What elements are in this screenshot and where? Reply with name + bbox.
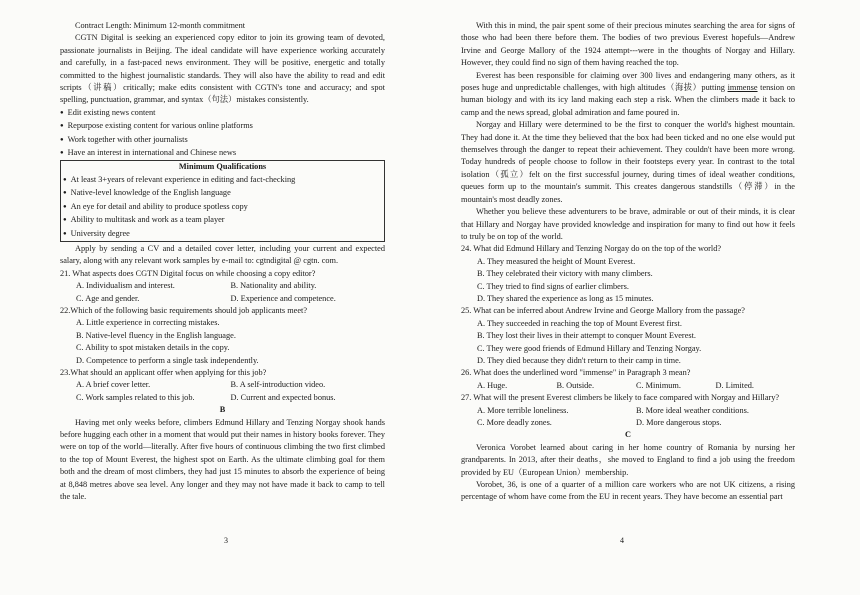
option: D. Experience and competence. [230, 293, 336, 303]
option: A. Huge. [477, 380, 508, 390]
section-b-heading: B [219, 405, 226, 415]
underlined-word: immense [727, 83, 758, 93]
option: D. Current and expected bonus. [230, 392, 336, 402]
passage-b-paragraph: Whether you believe these adventurers to be brave, admirable or out of their minds, it is clear that Hillary and Norgay have provided knowledge and inspiration for many to find out how it feels to truly be on top of the world. [461, 207, 795, 241]
option: C. Age and gender. [76, 293, 140, 303]
option: A. Individualism and interest. [76, 281, 175, 291]
contract-length: Contract Length: Minimum 12-month commitment [75, 21, 246, 30]
page-number: 3 [224, 536, 228, 545]
option: C. Work samples related to this job. [76, 392, 195, 402]
duty-item: ● Have an interest in international and Chinese news [60, 147, 385, 160]
question-25: 25. What can be inferred about Andrew Irvine and George Mallory from the passage? [461, 306, 745, 316]
right-column [461, 20, 795, 504]
qualification-item: ● Native-level knowledge of the English language [63, 187, 382, 200]
option: B. Outside. [556, 380, 595, 390]
option: B. Native-level fluency in the English language. [76, 330, 236, 340]
option: C. Minimum. [636, 380, 681, 390]
option: D. Competence to perform a single task independently. [76, 355, 259, 365]
apply-instructions: Apply by sending a CV and a detailed cover letter, including your current and expected salary, along with any relevant work samples by e-mail to: cgtndigital @ cgtn. com. [60, 243, 385, 266]
option: C. Ability to spot mistaken details in the copy. [76, 343, 230, 353]
qualification-item: ● An eye for detail and ability to produce spotless copy [63, 201, 382, 214]
option: B. A self-introduction video. [230, 380, 326, 390]
qualification-item: ● University degree [63, 228, 382, 241]
option: C. They were good friends of Edmund Hillary and Tenzing Norgay. [477, 343, 702, 353]
option: C. More deadly zones. [477, 418, 552, 427]
question-24: 24. What did Edmund Hillary and Tenzing Norgay do on the top of the world? [461, 244, 722, 254]
passage-c-paragraph: Veronica Vorobet learned about caring in her home country of Romania by nursing her grandparents. In 2013, after their deaths，she moved to England to find a job using the freedom provided by EU（European Union）membership. [461, 442, 795, 477]
page-number: 4 [620, 536, 624, 545]
job-intro: CGTN Digital is seeking an experienced copy editor to join its growing team of devoted, passionate journalists in Beijing. The ideal candidate will have experience working accurately and carefully, in a fast-paced news environment. They will be positive, energetic and totally committed to the highest journalistic standards. They will also have the ability to read and edit scripts（讲稿）critically; make edits consistent with CGTN's tone and accuracy; and spot spelling, punctuation, grammar, and syntax（句法）mistakes consistently. [60, 33, 385, 105]
option: A. A brief cover letter. [76, 380, 151, 390]
page-right [430, 0, 860, 595]
passage-b-paragraph: Norgay and Hillary were determined to be the first to conquer the world's highest mountain. They had done it. At the time they believed that the box had been ticked and no one else would put themselves through the danger to repeat their achievement. They couldn't have been more wrong. Today hundreds of people choose to follow in their footsteps every year. In contrast to the total isolation（孤立）felt on the first successful journey, during times of ideal weather conditions, queues form up to the mountain's summit. This creates dangerous standstills（停滞）in the mountain's most deadly zones. [461, 120, 795, 204]
passage-c-paragraph: Vorobet, 36, is one of a quarter of a million care workers who are not UK citizens, a rising percentage of whom have come from the EU in recent years. They have become an essential part [461, 480, 795, 502]
option: D. More dangerous stops. [636, 418, 722, 427]
duty-item: ● Repurpose existing content for various online platforms [60, 120, 385, 133]
option: A. They succeeded in reaching the top of Mount Everest first. [477, 318, 682, 328]
question-21: 21. What aspects does CGTN Digital focus on while choosing a copy editor? [60, 268, 316, 278]
qualifications-title: Minimum Qualifications [178, 162, 267, 172]
question-21-options [60, 280, 385, 305]
option: D. They shared the experience as long as 15 minutes. [477, 293, 654, 303]
left-column [60, 20, 385, 503]
section-c-heading: C [625, 430, 631, 440]
text-run: Everest has been responsible for claiming over 300 lives and endangering many others, as it poses huge and unpredictable challenges, with high altitudes（海拔）putting [461, 70, 795, 93]
qualifications-box [60, 160, 385, 241]
option: B. More ideal weather conditions. [636, 405, 749, 415]
option: A. They measured the height of Mount Everest. [477, 256, 636, 266]
qualification-item: ● Ability to multitask and work as a team player [63, 214, 382, 227]
duty-item: ● Work together with other journalists [60, 134, 385, 147]
option: A. More terrible loneliness. [477, 405, 569, 415]
text-run: tension on human biology and with its icy land making each step a risk. When the climbers made it back to camp and the news spread, global admiration and fame poured in. [461, 83, 796, 117]
question-23: 23.What should an applicant offer when applying for this job? [60, 367, 267, 377]
passage-b-paragraph: Having met only weeks before, climbers Edmund Hillary and Tenzing Norgay shook hands before hugging each other in a moment that would put their names in history books forever. They were on top of the world—literally. After five hours of continuous climbing the two first climbed to the top of Mount Everest, the highest spot on Earth. As the ultimate climbing goal for them both and the dream of most climbers, they had just 15 minutes to absorb the experience of being at 8,848 metres above sea level. Any longer and they may not have made it back to camp to tell the tale. [60, 417, 385, 502]
option: B. They lost their lives in their attempt to conquer Mount Everest. [477, 331, 696, 341]
question-26: 26. What does the underlined word "immense" in Paragraph 3 mean? [461, 368, 691, 378]
passage-b-paragraph [461, 70, 795, 120]
question-23-options [60, 379, 385, 404]
option: B. They celebrated their victory with many climbers. [477, 269, 653, 279]
question-27-options [461, 405, 795, 430]
option: B. Nationality and ability. [230, 281, 317, 291]
question-27: 27. What will the present Everest climbers be likely to face compared with Norgay and Hillary? [461, 393, 780, 403]
option: A. Little experience in correcting mistakes. [76, 318, 220, 328]
option: C. They tried to find signs of earlier climbers. [477, 281, 629, 291]
option: D. They died because they didn't return to their camp in time. [477, 355, 681, 365]
qualification-item: ● At least 3+years of relevant experience in editing and fact-checking [63, 174, 382, 187]
question-22: 22.Which of the following basic requirements should job applicants meet? [60, 305, 307, 315]
duty-item: ● Edit existing news content [60, 107, 385, 120]
question-26-options [461, 380, 795, 392]
passage-b-paragraph: With this in mind, the pair spent some of their precious minutes searching the area for signs of those who had been there before them. The bodies of two previous Everest hopefuls—Andrew Irvine and George Mallory of the 1924 attempt---were in the thoughts of Norgay and Hillary. However, they could find no sign of them having reached the top. [461, 21, 795, 68]
option: D. Limited. [715, 380, 754, 390]
